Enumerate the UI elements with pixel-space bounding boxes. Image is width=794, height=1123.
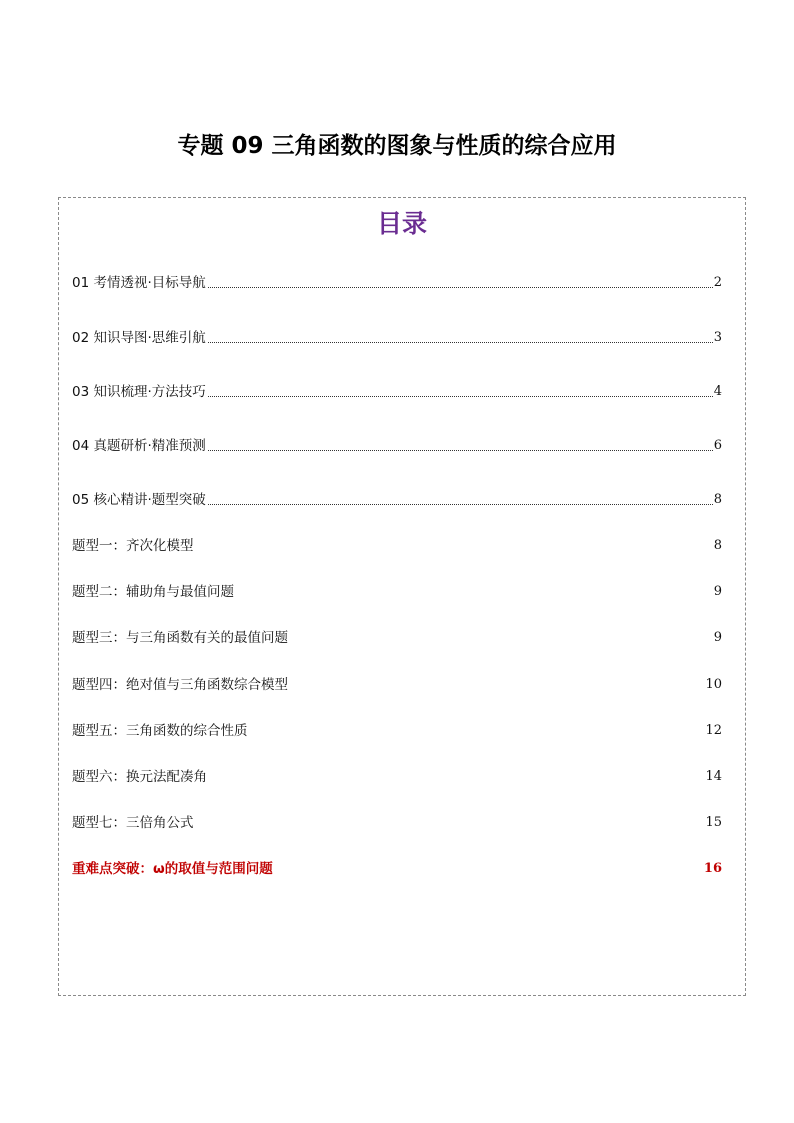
toc-entry-type-2[interactable] — [72, 581, 722, 603]
toc-entry-page: 14 — [705, 769, 722, 784]
toc-entry-page: 10 — [705, 677, 722, 692]
toc-entry-page: 2 — [713, 275, 722, 290]
toc-entry-type-4[interactable] — [72, 674, 722, 696]
toc-entry-type-7[interactable] — [72, 812, 722, 834]
toc-entry-label: 01 考情透视·目标导航 — [72, 275, 206, 291]
toc-entry-04[interactable] — [72, 435, 722, 457]
toc-entry-page: 15 — [705, 815, 722, 830]
toc-entry-label: 04 真题研析·精准预测 — [72, 438, 206, 454]
toc-entry-label: 题型四：绝对值与三角函数综合模型 — [72, 677, 288, 693]
document-title: 专题 09 三角函数的图象与性质的综合应用 — [177, 133, 617, 159]
toc-entry-05[interactable] — [72, 489, 722, 511]
dot-leader — [208, 396, 713, 397]
toc-entry-page: 9 — [713, 584, 722, 599]
toc-entry-label: 03 知识梳理·方法技巧 — [72, 384, 206, 400]
toc-entry-type-1[interactable] — [72, 535, 722, 557]
toc-entry-key-breakthrough[interactable] — [72, 858, 722, 880]
toc-entry-label: 题型六：换元法配凑角 — [72, 769, 207, 785]
toc-entry-page: 9 — [713, 630, 722, 645]
toc-entry-label: 05 核心精讲·题型突破 — [72, 492, 206, 508]
toc-entry-label: 重难点突破：ω的取值与范围问题 — [72, 861, 273, 877]
dot-leader — [208, 342, 713, 343]
dot-leader — [208, 450, 713, 451]
toc-entry-label: 题型一：齐次化模型 — [72, 538, 194, 554]
toc-entry-label: 题型五：三角函数的综合性质 — [72, 723, 248, 739]
toc-entry-01[interactable] — [72, 272, 722, 294]
toc-entry-03[interactable] — [72, 381, 722, 403]
toc-entry-page: 16 — [703, 861, 722, 876]
toc-entry-label: 题型三：与三角函数有关的最值问题 — [72, 630, 288, 646]
dot-leader — [208, 504, 713, 505]
toc-entry-label: 02 知识导图·思维引航 — [72, 330, 206, 346]
table-of-contents — [58, 197, 746, 996]
toc-entry-type-3[interactable] — [72, 627, 722, 649]
toc-entry-type-5[interactable] — [72, 720, 722, 742]
toc-entry-type-6[interactable] — [72, 766, 722, 788]
toc-entry-page: 6 — [713, 438, 722, 453]
toc-entry-label: 题型二：辅助角与最值问题 — [72, 584, 234, 600]
toc-heading: 目录 — [376, 209, 427, 238]
toc-entry-02[interactable] — [72, 327, 722, 349]
toc-entry-label: 题型七：三倍角公式 — [72, 815, 194, 831]
dot-leader — [208, 287, 713, 288]
toc-entry-page: 8 — [713, 538, 722, 553]
toc-entry-page: 4 — [713, 384, 722, 399]
toc-entry-page: 3 — [713, 330, 722, 345]
toc-entry-page: 8 — [713, 492, 722, 507]
toc-entry-page: 12 — [705, 723, 722, 738]
